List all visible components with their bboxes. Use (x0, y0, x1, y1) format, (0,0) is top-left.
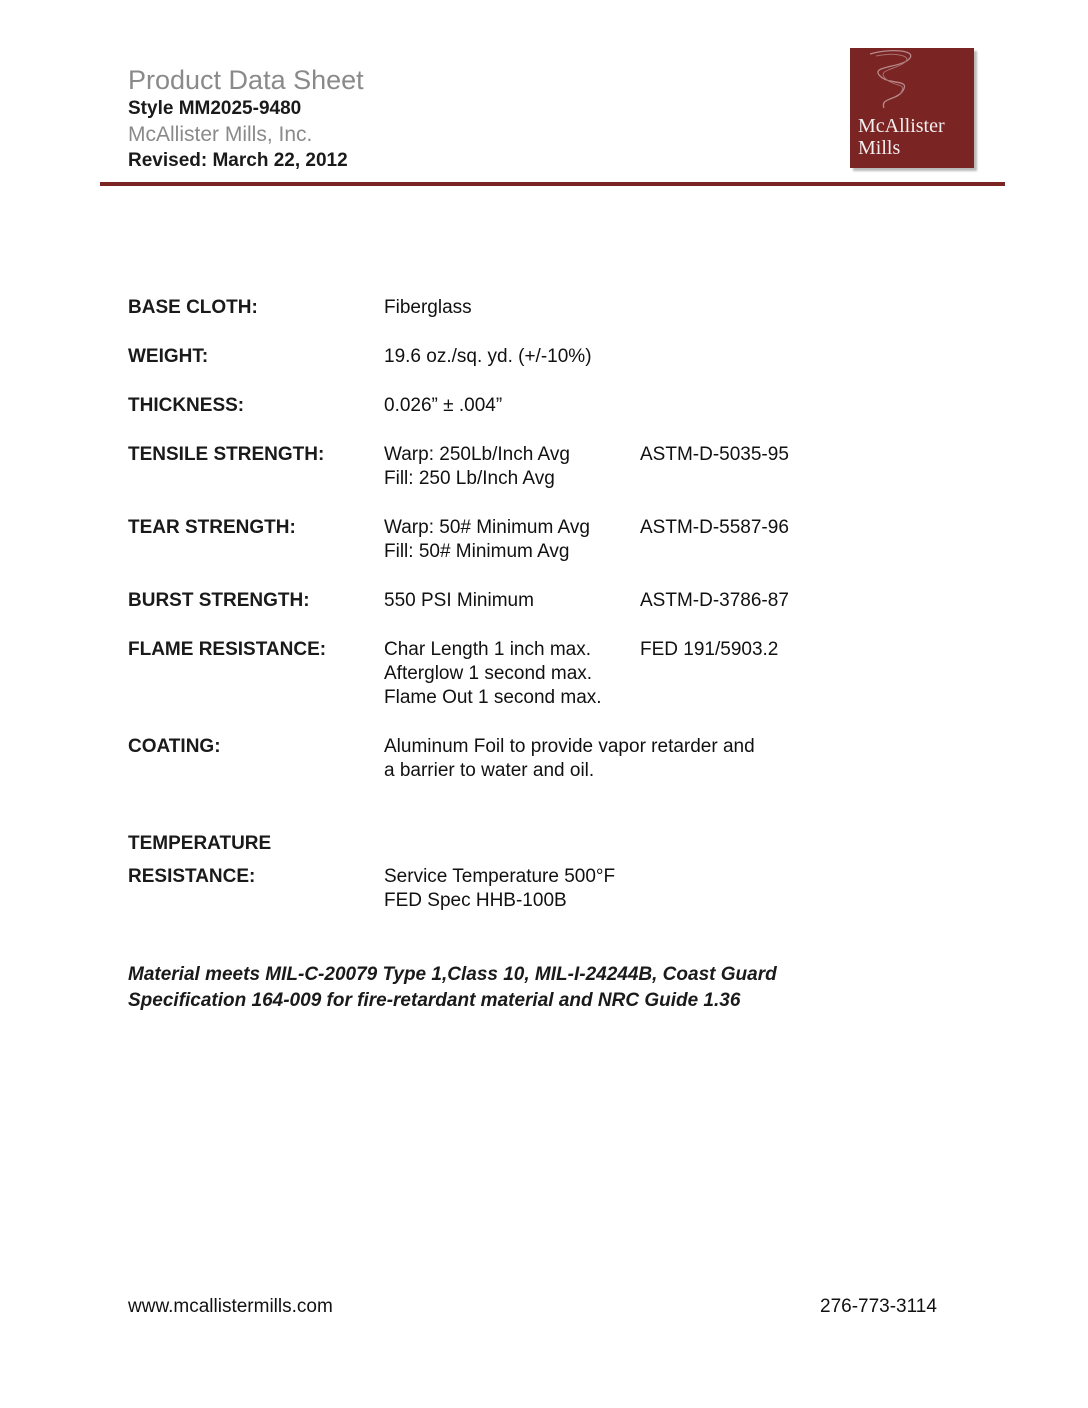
spec-value-line: Warp: 50# Minimum Avg (384, 517, 590, 538)
spec-standard: ASTM-D-5035-95 (640, 444, 789, 465)
spec-label: FLAME RESISTANCE: (128, 639, 327, 660)
company-name: McAllister Mills, Inc. (128, 123, 313, 146)
spec-value-line: Fill: 50# Minimum Avg (384, 541, 570, 562)
spec-value (384, 865, 884, 913)
footer-phone: 276-773-3114 (820, 1296, 937, 1317)
spec-value-line: FED Spec HHB-100B (384, 890, 567, 911)
spec-value-line: Char Length 1 inch max. (384, 639, 592, 660)
spec-label: BURST STRENGTH: (128, 590, 310, 611)
logo-swirl-icon (850, 48, 974, 118)
spec-row-base-cloth (128, 296, 888, 320)
spec-label: WEIGHT: (128, 346, 209, 367)
spec-value (384, 516, 640, 564)
compliance-note-line: Specification 164-009 for fire-retardant material and NRC Guide 1.36 (128, 990, 741, 1011)
spec-table (128, 296, 888, 808)
spec-label: TEAR STRENGTH: (128, 517, 296, 538)
spec-value-line: a barrier to water and oil. (384, 760, 595, 781)
document-header (128, 64, 364, 174)
temperature-row (128, 865, 884, 913)
spec-value-line: Afterglow 1 second max. (384, 663, 593, 684)
spec-label: BASE CLOTH: (128, 297, 258, 318)
spec-value: 19.6 oz./sq. yd. (+/-10%) (384, 346, 592, 367)
spec-value: Fiberglass (384, 297, 472, 318)
spec-row-weight (128, 345, 888, 369)
spec-row-coating (128, 735, 888, 783)
spec-value-line: Fill: 250 Lb/Inch Avg (384, 468, 555, 489)
spec-value-line: Service Temperature 500°F (384, 866, 616, 887)
spec-label: RESISTANCE: (128, 866, 256, 887)
spec-row-tensile-strength (128, 443, 888, 491)
compliance-note-line: Material meets MIL-C-20079 Type 1,Class 10, MIL-I-24244B, Coast Guard (128, 964, 777, 985)
spec-label: TENSILE STRENGTH: (128, 444, 325, 465)
spec-value-line: Aluminum Foil to provide vapor retarder and (384, 736, 755, 757)
spec-label: TEMPERATURE (128, 833, 272, 854)
page-title: Product Data Sheet (128, 65, 364, 95)
spec-value (384, 443, 640, 491)
spec-label: COATING: (128, 736, 221, 757)
logo-text-line2: Mills (858, 137, 901, 159)
revised-date: Revised: March 22, 2012 (128, 150, 348, 171)
spec-value (384, 735, 884, 783)
style-number: Style MM2025-9480 (128, 98, 302, 119)
spec-row-temperature-resistance (128, 832, 884, 913)
footer-website: www.mcallistermills.com (128, 1296, 333, 1317)
spec-row-flame-resistance (128, 638, 888, 710)
spec-value-line: Flame Out 1 second max. (384, 687, 602, 708)
spec-standard: ASTM-D-5587-96 (640, 517, 789, 538)
company-logo (850, 48, 974, 168)
spec-row-thickness (128, 394, 888, 418)
spec-row-burst-strength (128, 589, 888, 613)
spec-value: 550 PSI Minimum (384, 590, 534, 611)
spec-value-line: Warp: 250Lb/Inch Avg (384, 444, 570, 465)
compliance-note (128, 962, 1028, 1014)
header-divider (100, 182, 1005, 186)
spec-label: THICKNESS: (128, 395, 245, 416)
logo-text-line1: McAllister (858, 115, 945, 137)
spec-value: 0.026” ± .004” (384, 395, 503, 416)
spec-value (384, 638, 640, 710)
spec-standard: FED 191/5903.2 (640, 639, 779, 660)
spec-standard: ASTM-D-3786-87 (640, 590, 789, 611)
spec-row-tear-strength (128, 516, 888, 564)
